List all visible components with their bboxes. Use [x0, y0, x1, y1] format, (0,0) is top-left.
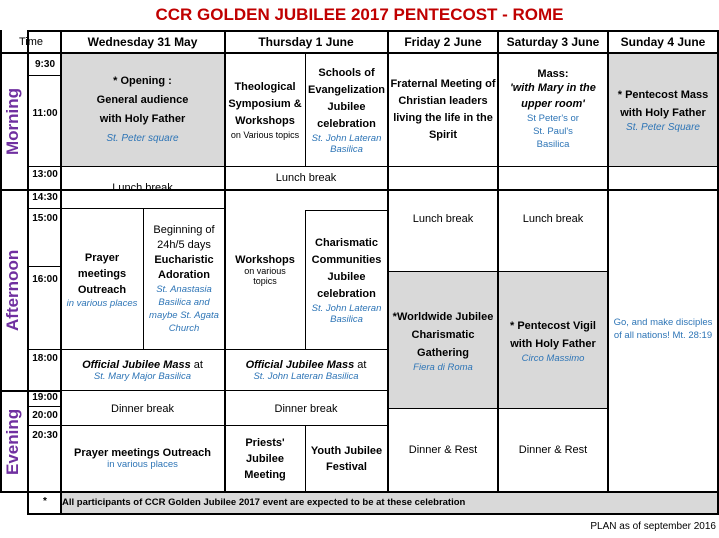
thu-schools-place: St. John Lateran Basilica	[311, 132, 382, 155]
time-header: Time	[18, 36, 44, 48]
thu-dinner: Dinner break	[274, 402, 338, 415]
sat-vigil	[498, 272, 608, 408]
thu-youth: Youth Jubilee Festival	[310, 444, 383, 473]
schedule-table	[0, 30, 719, 513]
day-header-sat: Saturday 3 June	[506, 35, 600, 49]
wed-prayer-place: in various places	[66, 297, 138, 309]
time-label: 20:30	[32, 430, 58, 441]
row-line	[27, 208, 61, 209]
plan-date: PLAN as of september 2016	[590, 521, 716, 532]
time-label: *	[43, 496, 47, 507]
day-header-sun: Sunday 4 June	[620, 35, 706, 49]
thu-mass-title: Official Jubilee Mass	[245, 358, 355, 371]
row-line	[27, 75, 61, 76]
period-evening: Evening	[3, 408, 22, 475]
wed-opening-title: * Opening :	[113, 74, 172, 87]
table-border	[0, 30, 2, 491]
wed-prayer-title: Prayer meetings Outreach	[77, 251, 127, 296]
sat-vigil-place: Circo Massimo	[521, 352, 585, 364]
row-line	[61, 390, 224, 391]
thu-mass-at: at	[357, 358, 367, 371]
wed-adoration	[144, 209, 224, 349]
wed-prayer2	[61, 426, 224, 491]
sat-mass-title: Mass:	[537, 68, 569, 80]
wed-adoration-title: Eucharistic Adoration	[154, 254, 214, 281]
thu-mass	[225, 350, 387, 390]
wed-adoration-place: St. Anastasia Basilica and maybe St. Agata Church	[149, 284, 219, 334]
table-border	[27, 513, 719, 515]
wed-mass-place: St. Mary Major Basilica	[93, 370, 192, 382]
wed-dinner: Dinner break	[111, 402, 174, 415]
fri-dinner: Dinner & Rest	[408, 444, 478, 456]
day-header-wed: Wednesday 31 May	[87, 35, 198, 49]
thu-workshops-title: Workshops	[235, 253, 295, 266]
period-afternoon: Afternoon	[3, 249, 22, 332]
fri-gathering-title: *Worldwide Jubilee Charismatic Gathering	[392, 310, 494, 359]
time-label: 15:00	[32, 213, 58, 224]
table-border	[27, 30, 29, 513]
footer-star	[28, 492, 60, 513]
sat-lunch: Lunch break	[522, 213, 584, 225]
thu-theo-sub: on Various topics	[230, 130, 300, 140]
fri-gathering	[388, 272, 498, 408]
time-label: 16:00	[32, 274, 58, 285]
thu-charis-title: Charismatic Communities Jubilee celebration	[311, 237, 382, 300]
wed-prayer	[61, 209, 143, 349]
wed-mass	[61, 350, 224, 390]
thu-mass-place: St. John Lateran Basilica	[253, 370, 359, 382]
day-header-fri: Friday 2 June	[404, 35, 482, 49]
row-line	[27, 406, 61, 407]
time-label: 9:30	[34, 59, 55, 70]
time-label: 18:00	[32, 353, 58, 364]
period-morning: Morning	[3, 87, 22, 155]
sun-mass-place: St. Peter Square	[626, 122, 700, 133]
time-label: 11:00	[32, 108, 58, 119]
wed-opening	[61, 53, 224, 166]
wed-prayer2-place: in various places	[107, 459, 178, 470]
thu-charis	[306, 211, 387, 349]
page-title: CCR GOLDEN JUBILEE 2017 PENTECOST - ROME	[155, 5, 564, 24]
fri-fraternal: Fraternal Meeting of Christian leaders living the life in the Spirit	[390, 77, 496, 141]
row-line	[224, 390, 387, 391]
thu-charis-place: St. John Lateran Basilica	[311, 303, 382, 325]
wed-opening-place: St. Peter square	[106, 132, 179, 144]
thu-theo-title: Theological Symposium & Workshops	[228, 81, 302, 127]
wed-prayer2-title: Prayer meetings Outreach	[74, 447, 211, 459]
fri-gathering-place: Fiera di Roma	[413, 361, 473, 373]
day-header-thu: Thursday 1 June	[258, 35, 354, 49]
wed-mass-title: Official Jubilee Mass	[82, 358, 191, 371]
sun-quote: Go, and make disciples of all nations! Mt. 28:19	[613, 317, 713, 341]
wed-opening-line3: with Holy Father	[99, 112, 186, 125]
sat-mass	[498, 53, 608, 166]
wed-opening-line2: General audience	[96, 93, 189, 106]
thu-theo	[225, 53, 305, 166]
sat-mass-place: St Peter's or St. Paul's Basilica	[527, 113, 579, 150]
thu-lunch: Lunch break	[275, 172, 337, 184]
time-label: 14:30	[32, 192, 58, 203]
thu-schools-title: Schools of Evangelization Jubilee celebration	[308, 66, 386, 130]
sat-mass-sub: 'with Mary in the upper room'	[510, 82, 596, 110]
sat-dinner: Dinner & Rest	[518, 444, 588, 456]
thu-schools	[306, 53, 387, 166]
sun-mass-title: * Pentecost Mass with Holy Father	[617, 89, 709, 119]
thu-workshops	[225, 190, 305, 349]
sun-mass	[608, 53, 718, 166]
thu-workshops-sub: on various topics	[244, 265, 286, 286]
wed-mass-at: at	[193, 358, 203, 371]
wed-lunch: Lunch break	[112, 181, 173, 194]
fri-lunch: Lunch break	[412, 213, 474, 225]
row-line	[27, 266, 61, 267]
thu-priests: Priests' Jubilee Meeting	[244, 436, 286, 481]
sat-vigil-title: * Pentecost Vigil with Holy Father	[510, 319, 596, 350]
time-label: 13:00	[32, 169, 58, 180]
footer-note: All participants of CCR Golden Jubilee 2017 event are expected to be at these celebration	[62, 497, 466, 508]
time-label: 20:00	[32, 410, 58, 421]
wed-adoration-pre: Beginning of 24h/5 days	[153, 224, 215, 251]
time-label: 19:00	[32, 392, 58, 403]
